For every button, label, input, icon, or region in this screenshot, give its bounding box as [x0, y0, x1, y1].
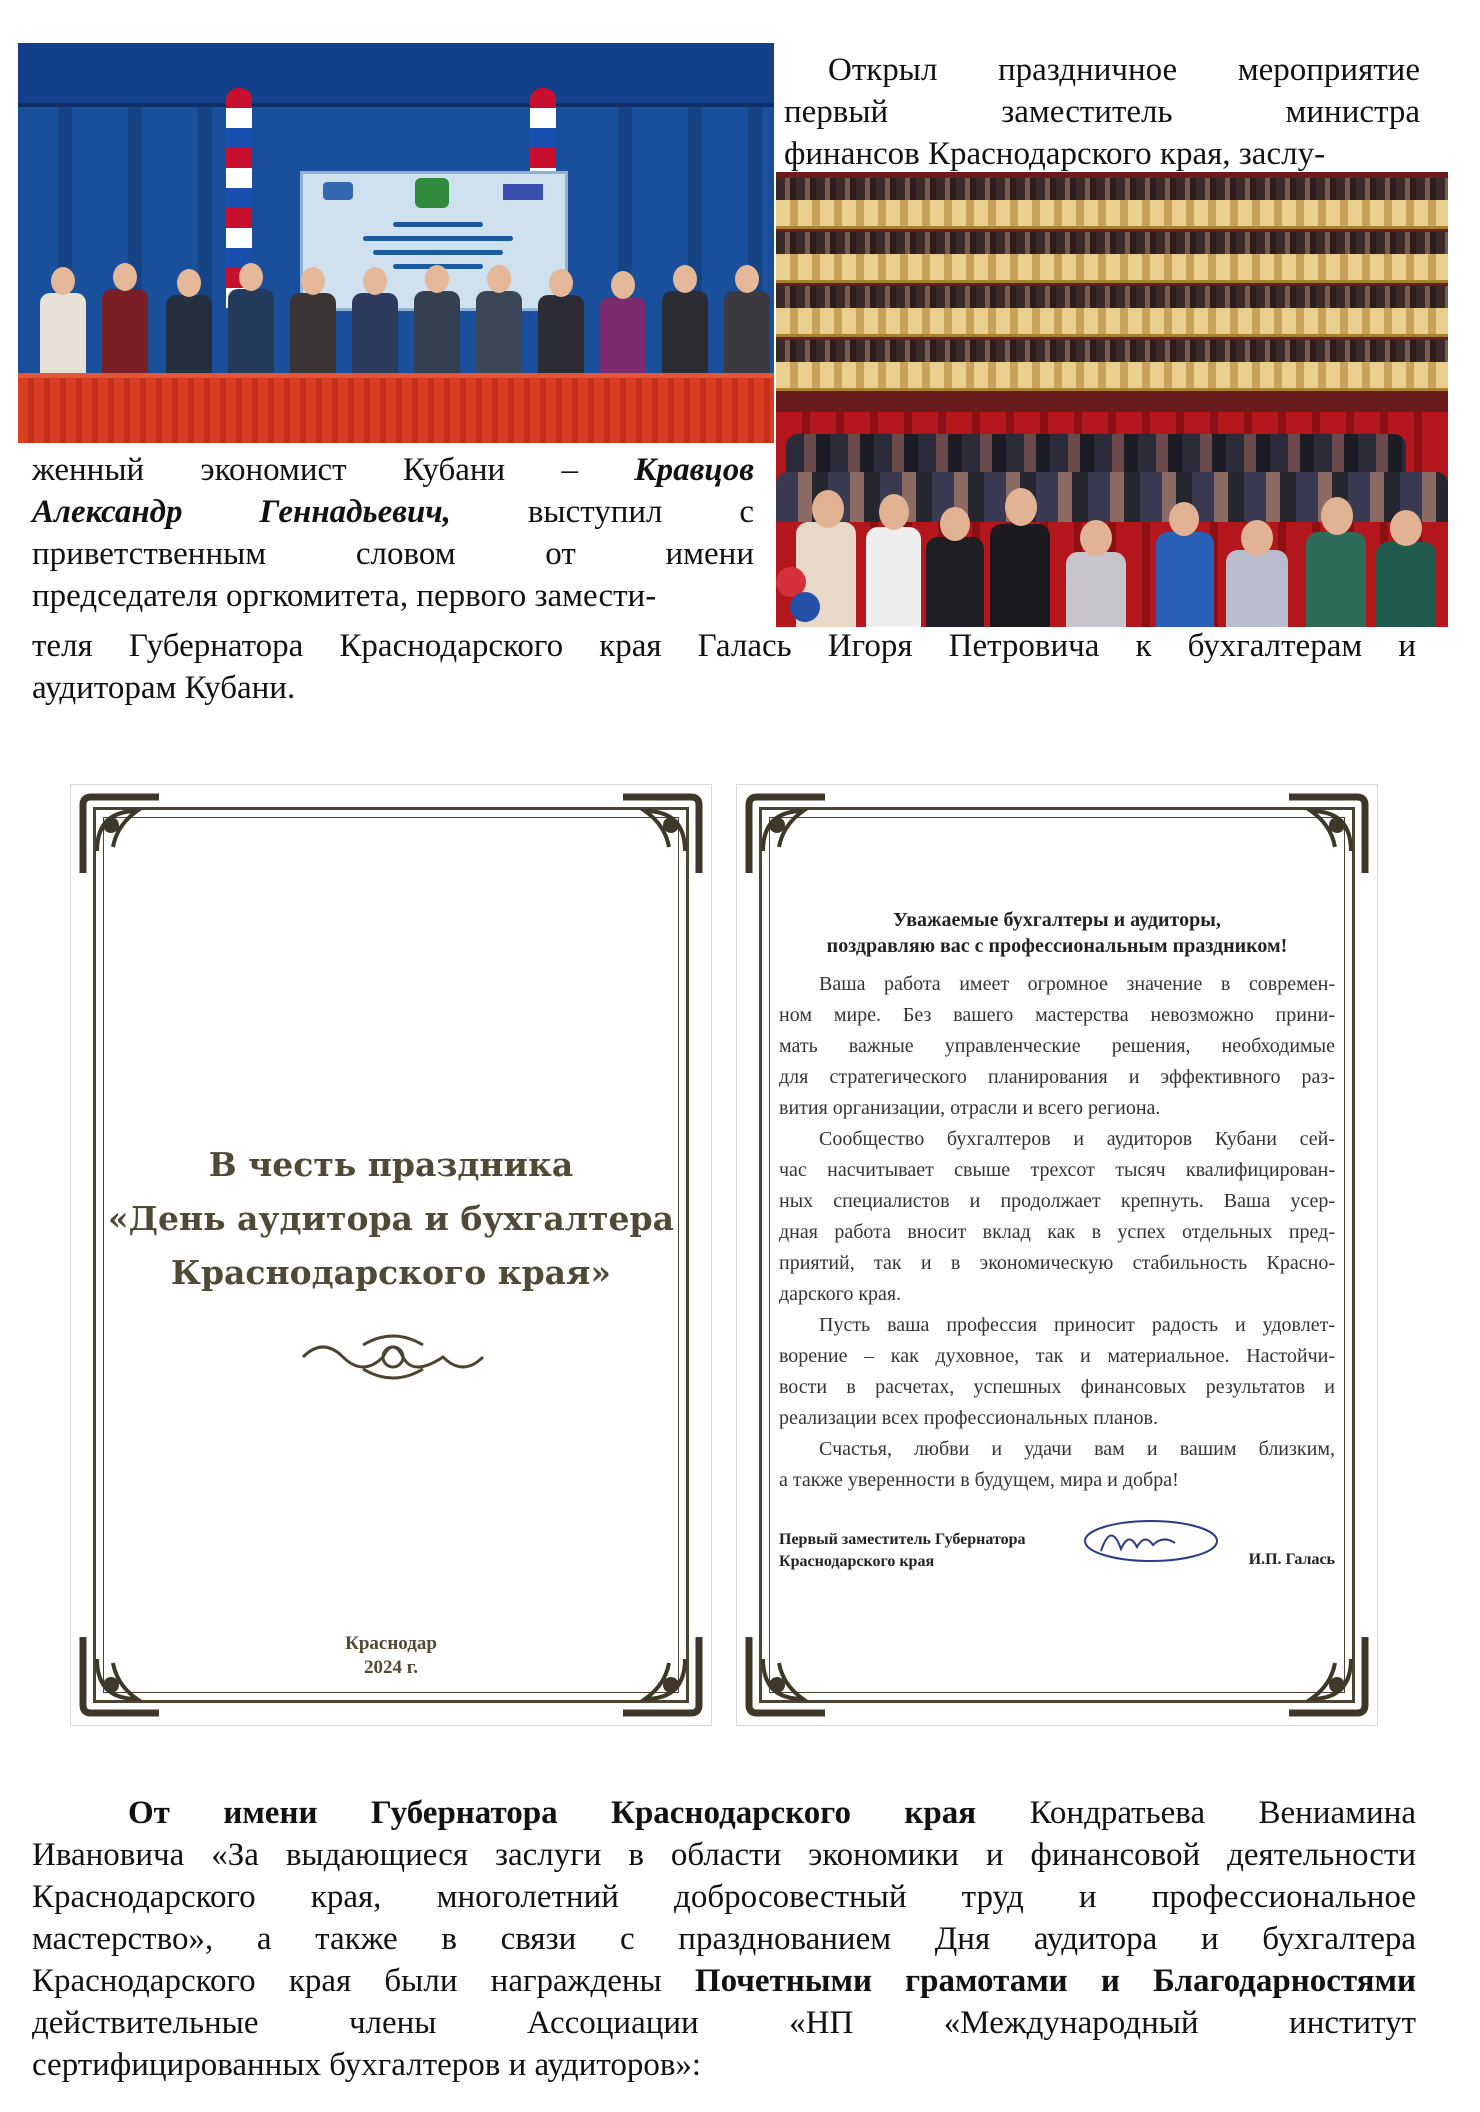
- intro-right-line-2: первый заместитель министра: [784, 94, 1420, 130]
- letter-line: Пусть ваша профессия приносит радость и удовлет-: [819, 1314, 1335, 1336]
- award-line-4: мастерство», а также в связи с празднованием Дня аудитора и бухгалтера: [32, 1921, 1416, 1957]
- award-types: Почетными грамотами и Благодарностями: [694, 1963, 1416, 1999]
- award-line-1: [32, 1792, 1416, 1834]
- intro-full-line-1: теля Губернатора Краснодарского края Галась Игоря Петровича к бухгалтерам и: [32, 628, 1416, 664]
- ornament-corner-icon: [1283, 791, 1371, 879]
- ornament-corner-icon: [743, 1631, 831, 1719]
- letter-line: вости в расчетах, успешных финансовых результатов и: [779, 1376, 1335, 1398]
- letter-line: дарского края.: [779, 1283, 902, 1305]
- stage-photo: [18, 43, 774, 443]
- intro-left-text-1: женный экономист Кубани –: [32, 452, 578, 488]
- letter-line: приятий, так и в экономическую стабильность Красно-: [779, 1252, 1335, 1274]
- letter-line: Сообщество бухгалтеров и аудиторов Кубани сей-: [819, 1128, 1335, 1150]
- letter-line: Счастья, любви и удачи вам и вашим близким,: [819, 1438, 1335, 1460]
- theatre-hall-photo: [776, 172, 1448, 627]
- speaker-surname: Кравцов: [634, 452, 755, 488]
- cover-title-line-3: Краснодарского края»: [170, 1253, 612, 1292]
- signer-title: [779, 1529, 1026, 1573]
- award-lead: От имени Губернатора Краснодарского края: [128, 1795, 977, 1831]
- cover-title-line-1: В честь праздника: [208, 1145, 574, 1184]
- signature-icon: [1071, 1511, 1221, 1577]
- intro-left-line-2: [32, 491, 754, 533]
- award-line-5-start: Краснодарского края были награждены: [32, 1963, 662, 1999]
- letter-line: ном мире. Без вашего мастерства невозможно прини-: [779, 1004, 1335, 1026]
- letter-line: час насчитывает свыше трехсот тысяч квалифицирован-: [779, 1159, 1335, 1181]
- signer-title-line-2: Краснодарского края: [779, 1553, 935, 1570]
- letter-line: ных специалистов и продолжает крепнуть. Ваша усер-: [779, 1190, 1335, 1212]
- award-line-7: сертифицированных бухгалтеров и аудиторов»:: [32, 2047, 702, 2083]
- letter-line: ворение – как духовное, так и материальное. Настойчи-: [779, 1345, 1335, 1367]
- letter-line: а также уверенности в будущем, мира и добра!: [779, 1469, 1179, 1491]
- letter-cover: [70, 784, 712, 1726]
- letter-line: для стратегического планирования и эффективного раз-: [779, 1066, 1335, 1088]
- intro-right-line-1: Открыл праздничное мероприятие: [828, 52, 1420, 88]
- letter-greeting: [737, 907, 1377, 959]
- greeting-line-2: поздравляю вас с профессиональным праздником!: [826, 935, 1288, 957]
- signer-title-line-1: Первый заместитель Губернатора: [779, 1531, 1026, 1548]
- intro-left-text-2: выступил с: [527, 494, 755, 530]
- letter-paragraphs: [779, 969, 1335, 1496]
- letter-body: [736, 784, 1378, 1726]
- signer-name: И.П. Галась: [1248, 1551, 1335, 1568]
- letter-line: реализации всех профессиональных планов.: [779, 1407, 1159, 1429]
- intro-full-line-2: аудиторам Кубани.: [32, 670, 296, 706]
- letter-line: Ваша работа имеет огромное значение в современ-: [819, 973, 1335, 995]
- greeting-line-1: Уважаемые бухгалтеры и аудиторы,: [893, 909, 1221, 931]
- award-line-2: Ивановича «За выдающиеся заслуги в области экономики и финансовой деятельности: [32, 1837, 1416, 1873]
- award-line-5: [32, 1960, 1416, 2002]
- letter-line: мать важные управленческие решения, необходимые: [779, 1035, 1335, 1057]
- speaker-first-names: Александр Геннадьевич,: [32, 494, 451, 530]
- ornament-corner-icon: [743, 791, 831, 879]
- letter-line: дная работа вносит вклад как в успех отдельных пред-: [779, 1221, 1335, 1243]
- ornament-corner-icon: [617, 791, 705, 879]
- intro-left-line-3: приветственным словом от имени: [32, 536, 754, 572]
- ornament-corner-icon: [1283, 1631, 1371, 1719]
- intro-left-line-1: [32, 449, 754, 491]
- intro-left-line-4: председателя оргкомитета, первого замести-: [32, 578, 657, 614]
- cover-title-line-2: «День аудитора и бухгалтера: [108, 1199, 674, 1238]
- letter-line: вития организации, отрасли и всего региона.: [779, 1097, 1161, 1119]
- ornament-corner-icon: [77, 791, 165, 879]
- award-line-6: действительные члены Ассоциации «НП «Международный институт: [32, 2005, 1416, 2041]
- award-line-3: Краснодарского края, многолетний добросовестный труд и профессиональное: [32, 1879, 1416, 1915]
- cover-city: Краснодар: [345, 1633, 437, 1654]
- intro-right-line-3: финансов Краснодарского края, заслу-: [784, 136, 1326, 172]
- award-line-1-rest: Кондратьева Вениамина: [1029, 1795, 1416, 1831]
- cover-year: 2024 г.: [364, 1657, 418, 1678]
- ornament-flourish-icon: [293, 1327, 493, 1387]
